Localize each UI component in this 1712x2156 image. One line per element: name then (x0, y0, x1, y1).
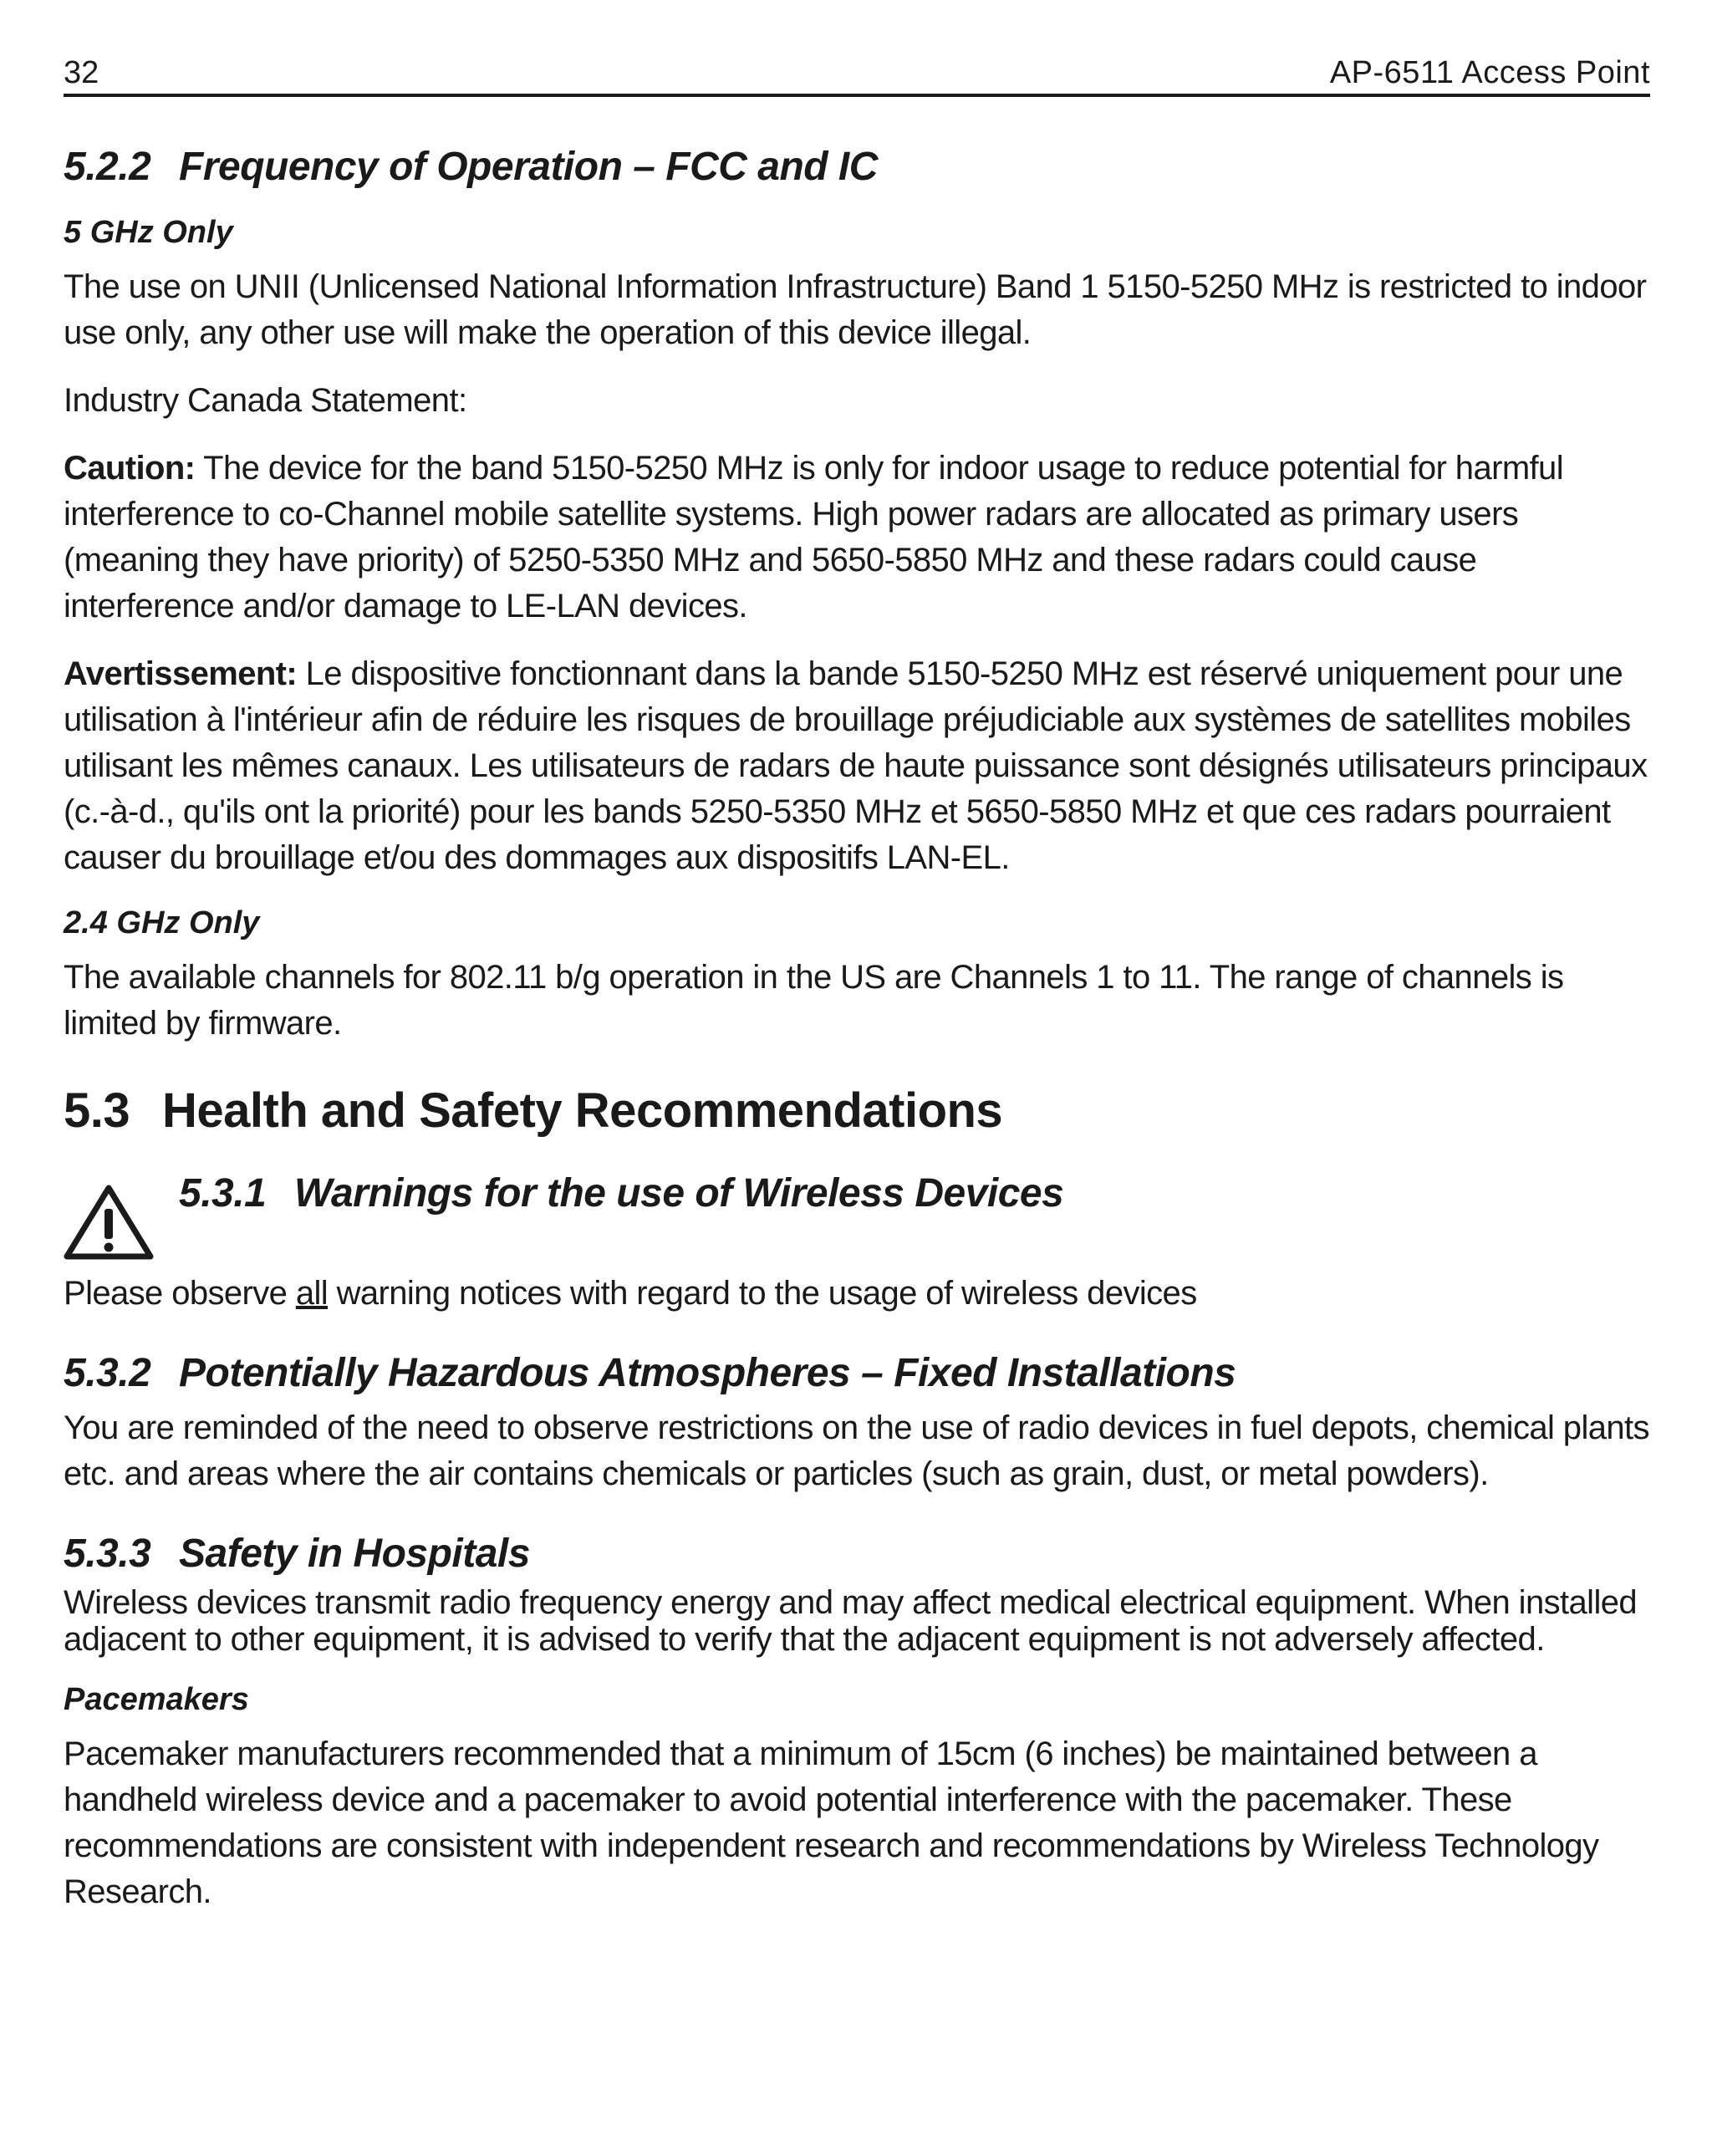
document-title: AP-6511 Access Point (1329, 55, 1650, 90)
caution-label: Caution: (64, 450, 196, 487)
section-number: 5.3 (64, 1083, 130, 1138)
section-title: Frequency of Operation – FCC and IC (179, 145, 878, 189)
section-heading-5-3-3 (64, 1529, 1650, 1579)
avertissement-text: Le dispositive fonctionnant dans la bande 5150-5250 MHz est réservé uniquement pour une utilisation à l'intérieur afin de réduire les risques de brouillage préjudiciable aux systèmes de satellites mobiles utilisant les mêmes canaux. Les utilisateurs de radars de haute puissance sont désignés utilisateurs principaux (c.-à-d., qu'ils ont la priorité) pour les bands 5250-5350 MHz et 5650-5850 MHz et que ces radars pourraient causer du brouillage et/ou des dommages aux dispositifs LAN-EL. (64, 655, 1648, 876)
warning-triangle-icon (64, 1184, 154, 1261)
section-title: Warnings for the use of Wireless Devices (294, 1171, 1064, 1216)
warning-heading-row (64, 1169, 1650, 1256)
paragraph-unii: The use on UNII (Unlicensed National Information Infrastructure) Band 1 5150-5250 MHz is restricted to indoor use only, any other use will make the operation of this device illegal. (64, 268, 1647, 351)
subheading-pacemakers: Pacemakers (64, 1682, 249, 1717)
paragraph-observe-warnings (64, 1271, 1650, 1317)
section-heading-5-3 (64, 1082, 1650, 1140)
page-number: 32 (64, 55, 99, 90)
document-page (64, 0, 1650, 2156)
subheading-5ghz: 5 GHz Only (64, 215, 233, 250)
paragraph-caution (64, 446, 1650, 629)
caution-text: The device for the band 5150-5250 MHz is only for indoor usage to reduce potential for harmful interference to co-Channel mobile satellite systems. High power radars are allocated as primary users (meaning they have priority) of 5250-5350 MHz and 5650-5850 MHz and these radars could cause interference and/or damage to LE-LAN devices. (64, 450, 1563, 624)
section-heading-5-3-2 (64, 1348, 1650, 1399)
section-number: 5.2.2 (64, 145, 151, 189)
paragraph-avertissement (64, 651, 1650, 881)
section-number: 5.3.3 (64, 1532, 151, 1576)
section-heading-5-2-2 (64, 142, 1650, 192)
page-header (64, 52, 1650, 97)
subheading-24ghz: 2.4 GHz Only (64, 905, 260, 940)
page-content (64, 142, 1650, 1937)
section-title: Safety in Hospitals (179, 1532, 530, 1576)
paragraph-ic-statement: Industry Canada Statement: (64, 382, 467, 419)
avertissement-label: Avertissement: (64, 655, 298, 692)
section-number: 5.3.2 (64, 1351, 151, 1395)
paragraph-24ghz: The available channels for 802.11 b/g operation in the US are Channels 1 to 11. The range of channels is limited by firmware. (64, 959, 1564, 1042)
section-title: Health and Safety Recommendations (162, 1083, 1003, 1138)
paragraph-hospitals: Wireless devices transmit radio frequency energy and may affect medical electrical equipment. When installed adjacent to other equipment, it is advised to verify that the adjacent equipment is not adversely affected. (64, 1584, 1638, 1658)
paragraph-hazardous: You are reminded of the need to observe restrictions on the use of radio devices in fuel depots, chemical plants etc. and areas where the air contains chemicals or particles (such as grain, dust, or metal powders). (64, 1409, 1649, 1492)
section-number: 5.3.1 (179, 1171, 267, 1216)
underlined-all: all (295, 1275, 329, 1312)
section-title: Potentially Hazardous Atmospheres – Fixed Installations (179, 1351, 1236, 1395)
section-heading-5-3-1 (179, 1169, 1063, 1219)
text-after: warning notices with regard to the usage of wireless devices (328, 1275, 1197, 1312)
paragraph-pacemakers: Pacemaker manufacturers recommended that a minimum of 15cm (6 inches) be maintained between a handheld wireless device and a pacemaker to avoid potential interference with the pacemaker. These recommendations are consistent with independent research and recommendations by Wireless Technology Research. (64, 1736, 1599, 1910)
text-before: Please observe (64, 1275, 296, 1312)
